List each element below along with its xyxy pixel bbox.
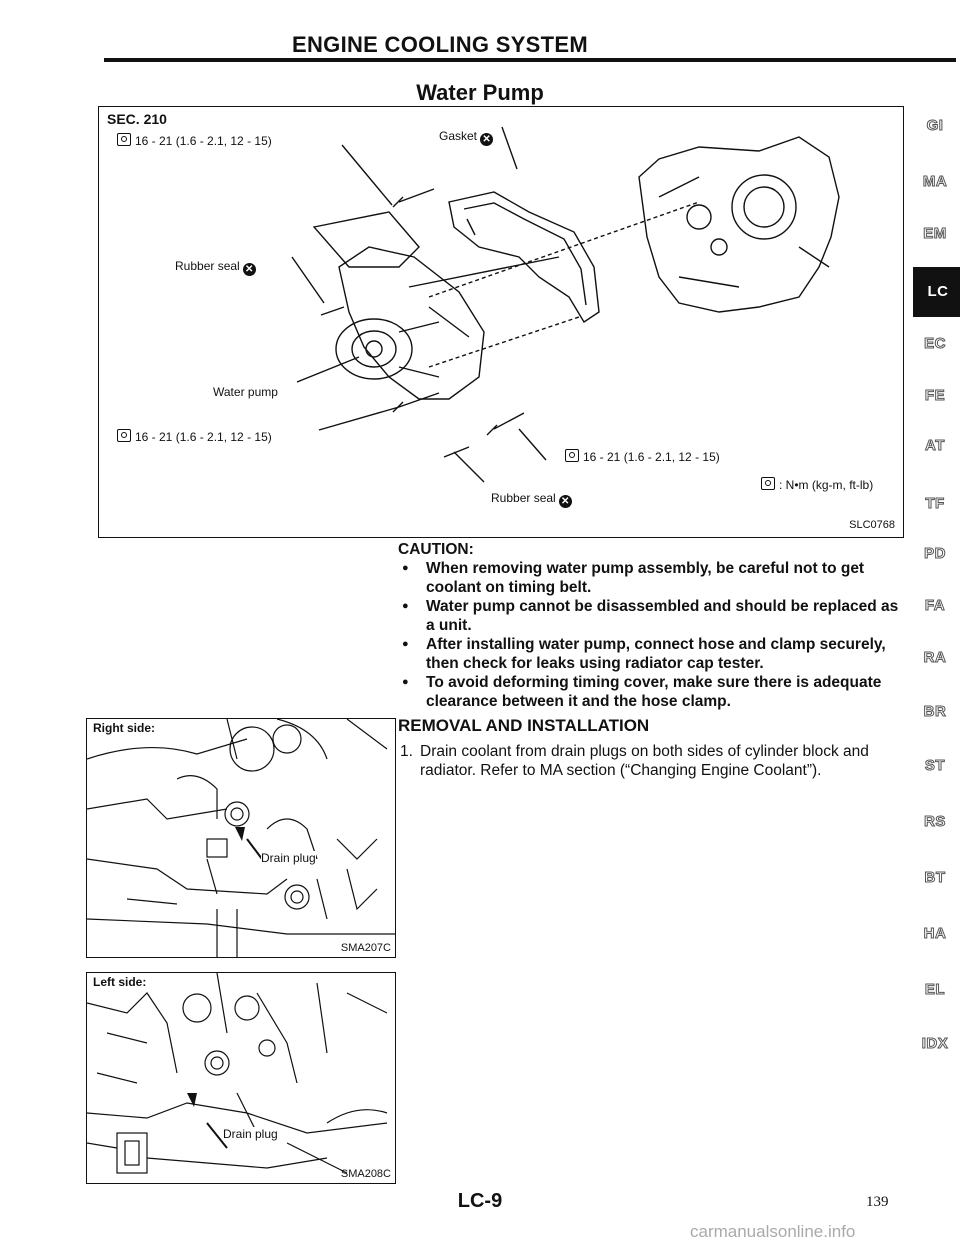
tab-ha[interactable]: HA: [923, 925, 947, 942]
tab-ec[interactable]: EC: [924, 335, 946, 352]
photo-figure-code: SMA208C: [340, 1168, 391, 1180]
watermark: carmanualsonline.info: [690, 1222, 856, 1241]
left-side-drain-plug-photo: [86, 972, 396, 1184]
tab-lc[interactable]: LC: [913, 267, 960, 317]
section-title: Water Pump: [416, 80, 544, 105]
tab-fe[interactable]: FE: [924, 387, 946, 404]
tab-gi[interactable]: GI: [926, 117, 944, 134]
replace-part-icon: ✕: [480, 133, 493, 146]
page-header-title: ENGINE COOLING SYSTEM: [292, 32, 588, 57]
torque-wrench-icon: [117, 429, 131, 442]
tab-bt[interactable]: BT: [924, 869, 946, 886]
left-side-drawing: [87, 973, 396, 1184]
drain-plug-callout: Drain plug: [223, 1127, 278, 1141]
tab-ma[interactable]: MA: [922, 173, 948, 190]
replace-part-icon: ✕: [559, 495, 572, 508]
torque-callout-bottom-left: [117, 429, 272, 444]
right-side-drain-plug-photo: [86, 718, 396, 958]
gasket-label: Gasket: [439, 129, 478, 143]
torque-wrench-icon: [117, 133, 131, 146]
header-rule: [104, 58, 956, 62]
torque-callout-top-left-text: 16 - 21 (1.6 - 2.1, 12 - 15): [135, 134, 272, 148]
right-side-drawing: [87, 719, 396, 958]
torque-callout-bottom-left-text: 16 - 21 (1.6 - 2.1, 12 - 15): [135, 430, 272, 444]
section-ref: SEC. 210: [107, 111, 167, 127]
removal-title: REMOVAL AND INSTALLATION: [398, 716, 650, 735]
caution-list: [398, 559, 900, 711]
photo-side-label: Left side:: [93, 975, 147, 989]
rubber-seal-upper-callout: [175, 259, 256, 276]
torque-callout-top-left: [117, 133, 272, 148]
caution-item: ● When removing water pump assembly, be careful not to get coolant on timing belt.: [398, 559, 900, 597]
figure-code: SLC0768: [849, 519, 895, 531]
torque-callout-bottom-right: [565, 449, 720, 464]
photo-figure-code: SMA207C: [340, 942, 391, 954]
tab-tf[interactable]: TF: [925, 495, 945, 512]
step-text: Drain coolant from drain plugs on both sides of cylinder block and radiator. Refer to MA section (“Changing Engine Coolant”).: [420, 743, 869, 779]
drain-plug-callout: Drain plug: [261, 851, 316, 865]
photo-side-label: Right side:: [93, 721, 155, 735]
tab-at[interactable]: AT: [925, 437, 945, 454]
tab-st[interactable]: ST: [924, 757, 946, 774]
unit-legend-text: : N•m (kg-m, ft-lb): [779, 478, 874, 492]
torque-wrench-icon: [565, 449, 579, 462]
replace-part-icon: ✕: [243, 263, 256, 276]
tab-el[interactable]: EL: [924, 981, 946, 998]
caution-item: ● To avoid deforming timing cover, make sure there is adequate clearance between it and the hose clamp.: [398, 673, 900, 711]
rubber-seal-lower-label: Rubber seal: [491, 491, 556, 505]
tab-pd[interactable]: PD: [924, 545, 946, 562]
caution-title: CAUTION:: [398, 541, 474, 558]
water-pump-diagram: [98, 106, 904, 538]
step-number: 1.: [400, 743, 413, 760]
tab-em[interactable]: EM: [923, 225, 947, 242]
water-pump-label: Water pump: [213, 385, 278, 399]
tab-fa[interactable]: FA: [924, 597, 946, 614]
page-code: LC-9: [457, 1190, 503, 1212]
torque-callout-bottom-right-text: 16 - 21 (1.6 - 2.1, 12 - 15): [583, 450, 720, 464]
caution-item: ● Water pump cannot be disassembled and should be replaced as a unit.: [398, 597, 900, 635]
caution-block: [398, 540, 900, 711]
gasket-callout: [439, 129, 493, 146]
rubber-seal-upper-label: Rubber seal: [175, 259, 240, 273]
diagram-drawing: [99, 107, 905, 539]
removal-step: [398, 742, 898, 780]
rubber-seal-lower-callout: [491, 491, 572, 508]
tab-rs[interactable]: RS: [924, 813, 946, 830]
torque-wrench-icon: [761, 477, 775, 490]
unit-legend: [761, 477, 873, 492]
tab-ra[interactable]: RA: [923, 649, 947, 666]
caution-item: ● After installing water pump, connect hose and clamp securely, then check for leaks using radiator cap tester.: [398, 635, 900, 673]
removal-installation-section: [398, 716, 898, 780]
tab-idx[interactable]: IDX: [921, 1035, 949, 1052]
page-number: 139: [866, 1194, 889, 1210]
tab-br[interactable]: BR: [923, 703, 947, 720]
